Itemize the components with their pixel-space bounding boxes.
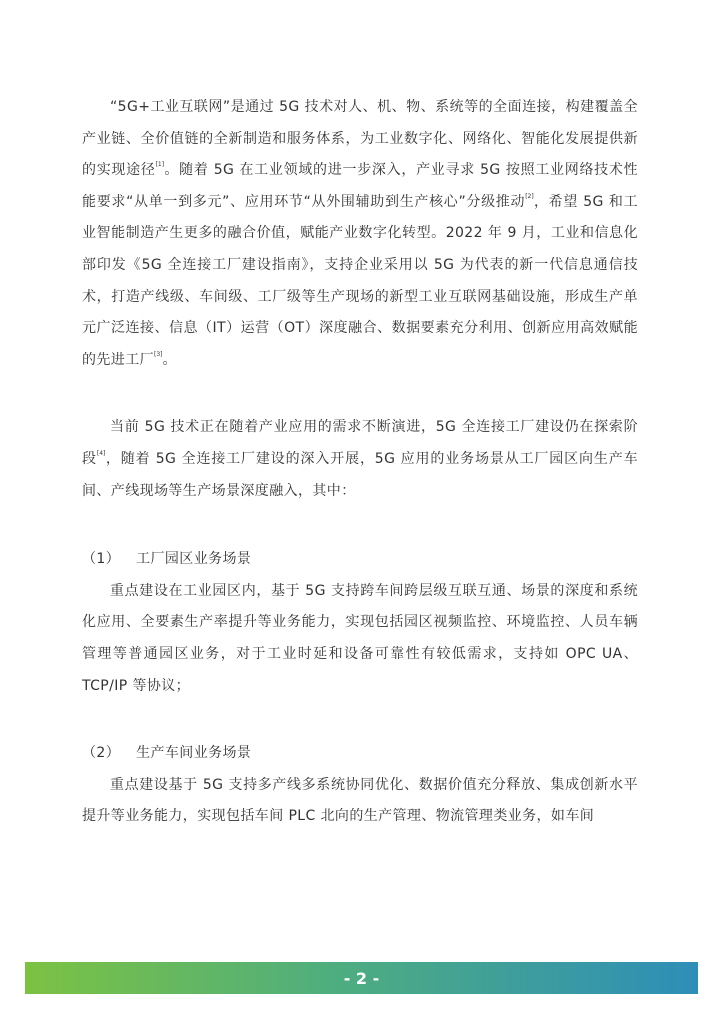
citation-ref[interactable]: [2]: [525, 192, 534, 200]
citation-ref[interactable]: [4]: [96, 449, 106, 457]
text-span: ，希望 5G 和工业智能制造产生更多的融合价值，赋能产业数字化转型。2022 年 9 月，工业和信息化部印发《5G 全连接工厂建设指南》，支持企业采用以 5G 为代表的新一代信息通信技术，打造产线级、车间级、工厂级等生产现场的新型工业互联网基础设施，形成生产单元广泛连接、信息（IT）运营（OT）深度融合、数据要素充分利用、创新应用高效赋能的先进工厂: [82, 193, 638, 368]
document-body: [82, 92, 638, 833]
paragraph-workshop: 重点建设基于 5G 支持多产线多系统协同优化、数据价值充分释放、集成创新水平提升等业务能力，实现包括车间 PLC 北向的生产管理、物流管理类业务，如车间: [82, 776, 638, 825]
text-span: 。随着 5G 在工业领域的进一步深入，产业寻求 5G 按照工业网络技术性能要求“从单一到多元”、应用环节“从外围辅助到生产核心”分级推动: [82, 162, 638, 210]
paragraph-current-status: [82, 412, 638, 507]
text-span: “5G+工业互联网”是通过 5G 技术对人、机、物、系统等的全面连接，构建覆盖全产业链、全价值链的全新制造和服务体系，为工业数字化、网络化、智能化发展提供新的实现途径: [82, 99, 638, 179]
section-title: 工厂园区业务场景: [136, 551, 252, 568]
text-span: 当前 5G 技术正在随着产业应用的需求不断演进，5G 全连接工厂建设仍在探索阶段: [82, 419, 638, 467]
section-title: 生产车间业务场景: [136, 745, 252, 762]
paragraph-factory-park: 重点建设在工业园区内，基于 5G 支持跨车间跨层级互联互通、场景的深度和系统化应用、全要素生产率提升等业务能力，实现包括园区视频监控、环境监控、人员车辆管理等普通园区业务，对于工业时延和设备可靠性有较低需求，支持如 OPC UA、TCP/IP 等协议；: [82, 582, 638, 694]
page-number: - 2 -: [343, 968, 380, 988]
citation-ref[interactable]: [1]: [155, 161, 165, 169]
citation-ref[interactable]: [3]: [154, 350, 163, 358]
section-heading-workshop: [82, 738, 638, 770]
section-number: （2）: [82, 745, 121, 762]
page-footer-bar: [25, 962, 698, 994]
text-span: 。: [162, 351, 177, 368]
text-span: ，随着 5G 全连接工厂建设的深入开展，5G 应用的业务场景从工厂园区向生产车间、产线现场等生产场景深度融入，其中：: [82, 450, 638, 499]
section-number: （1）: [82, 551, 121, 568]
section-heading-factory-park: [82, 544, 638, 576]
paragraph-intro: [82, 92, 638, 376]
